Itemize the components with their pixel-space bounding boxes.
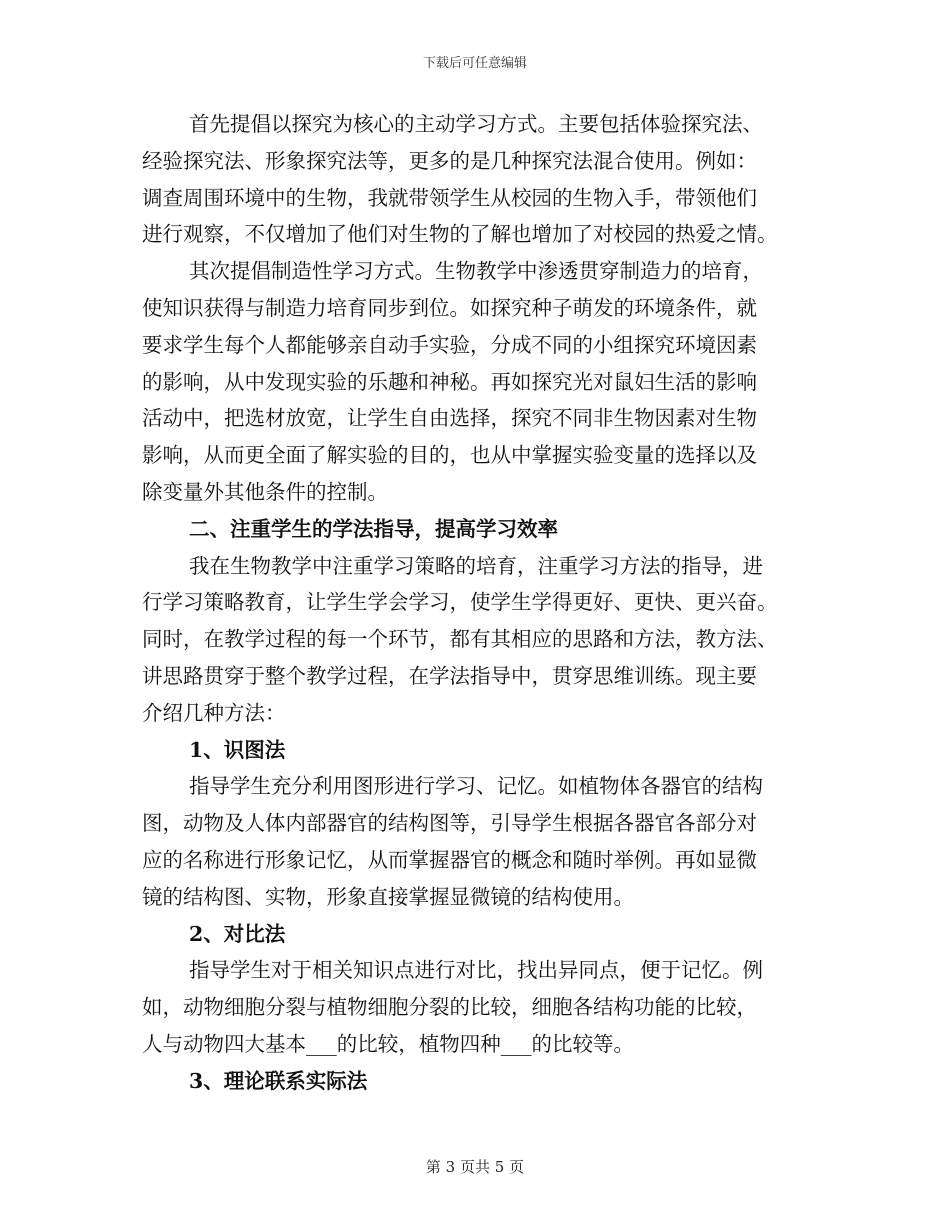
paragraph-line: 行学习策略教育，让学生学会学习，使学生学得更好、更快、更兴奋。 bbox=[142, 590, 778, 615]
paragraph-line: 我在生物教学中注重学习策略的培育，注重学习方法的指导，进 bbox=[189, 553, 763, 578]
paragraph-line: 使知识获得与制造力培育同步到位。如探究种子萌发的环境条件，就 bbox=[142, 295, 757, 320]
page-header: 下载后可任意编辑 bbox=[422, 56, 527, 71]
paragraph-line: 应的名称进行形象记忆，从而掌握器官的概念和随时举例。再如显微 bbox=[142, 847, 757, 872]
paragraph-line: 经验探究法、形象探究法等，更多的是几种探究法混合使用。例如： bbox=[142, 148, 757, 173]
page-number: 第 3 页共 5 页 bbox=[425, 1158, 525, 1176]
paragraph-line: 介绍几种方法： bbox=[142, 700, 286, 725]
paragraph-line: 活动中，把选材放宽，让学生自由选择，探究不同非生物因素对生物 bbox=[142, 406, 757, 431]
paragraph-line: 影响，从而更全面了解实验的目的，也从中掌握实验变量的选择以及 bbox=[142, 443, 757, 468]
paragraph-line: 讲思路贯穿于整个教学过程，在学法指导中，贯穿思维训练。现主要 bbox=[142, 663, 757, 688]
paragraph-line: 除变量外其他条件的控制。 bbox=[142, 479, 388, 504]
paragraph-line: 调查周围环境中的生物，我就带领学生从校园的生物入手，带领他们 bbox=[142, 185, 757, 210]
subsection-heading: 3、理论联系实际法 bbox=[189, 1068, 368, 1093]
paragraph-line: 进行观察，不仅增加了他们对生物的了解也增加了对校园的热爱之情。 bbox=[142, 222, 778, 247]
paragraph-line: 指导学生对于相关知识点进行对比，找出异同点，便于记忆。例 bbox=[189, 958, 763, 983]
paragraph-line: 同时，在教学过程的每一个环节，都有其相应的思路和方法，教方法、 bbox=[142, 627, 778, 652]
paragraph-line: 的影响，从中发现实验的乐趣和神秘。再如探究光对鼠妇生活的影响 bbox=[142, 369, 757, 394]
paragraph-line: 如，动物细胞分裂与植物细胞分裂的比较，细胞各结构功能的比较， bbox=[142, 995, 757, 1020]
subsection-heading: 1、识图法 bbox=[189, 737, 286, 762]
paragraph-line: 首先提倡以探究为核心的主动学习方式。主要包括体验探究法、 bbox=[189, 112, 763, 136]
paragraph-line: 人与动物四大基本___的比较，植物四种___的比较等。 bbox=[142, 1031, 634, 1056]
paragraph-line: 图，动物及人体内部器官的结构图等，引导学生根据各器官各部分对 bbox=[142, 811, 757, 836]
section-heading: 二、注重学生的学法指导，提高学习效率 bbox=[189, 516, 558, 541]
paragraph-line: 指导学生充分利用图形进行学习、记忆。如植物体各器官的结构 bbox=[189, 774, 763, 799]
document-body bbox=[142, 106, 810, 1100]
subsection-heading: 2、对比法 bbox=[189, 921, 286, 946]
paragraph-line: 其次提倡制造性学习方式。生物教学中渗透贯穿制造力的培育， bbox=[189, 259, 763, 284]
paragraph-line: 要求学生每个人都能够亲自动手实验，分成不同的小组探究环境因素 bbox=[142, 332, 757, 357]
paragraph-line: 镜的结构图、实物，形象直接掌握显微镜的结构使用。 bbox=[142, 884, 634, 909]
